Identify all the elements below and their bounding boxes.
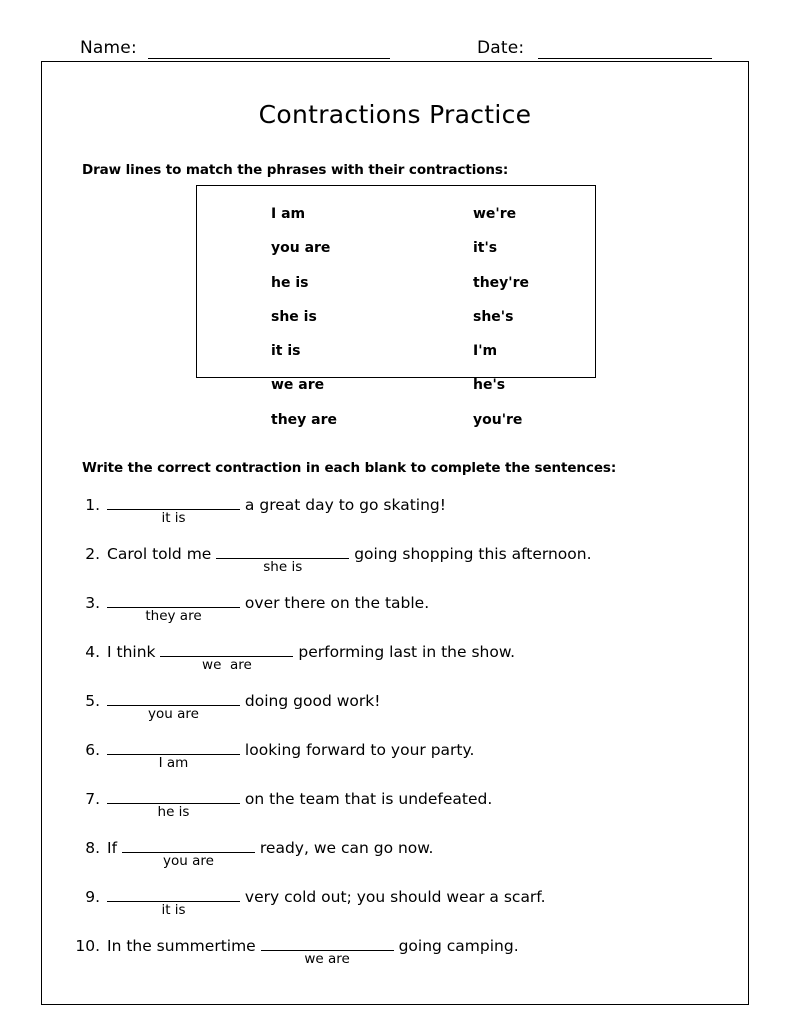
name-blank-line[interactable] bbox=[148, 58, 390, 59]
blank-line bbox=[107, 739, 240, 755]
sentence-item bbox=[72, 690, 722, 739]
answer-blank[interactable] bbox=[107, 788, 240, 820]
blank-line bbox=[107, 690, 240, 706]
list-item[interactable]: I'm bbox=[473, 343, 498, 360]
sentence-number: 4. bbox=[85, 643, 100, 661]
answer-blank[interactable] bbox=[107, 739, 240, 771]
answer-text: you are bbox=[163, 853, 214, 869]
answer-text: we are bbox=[202, 657, 252, 673]
sentence-item bbox=[72, 494, 722, 543]
worksheet-border bbox=[41, 61, 749, 1005]
page-title: Contractions Practice bbox=[258, 100, 532, 129]
answer-text: we are bbox=[304, 951, 350, 967]
answer-text: you are bbox=[148, 706, 199, 722]
list-item[interactable]: you are bbox=[271, 240, 331, 257]
sentence-prefix: In the summertime bbox=[107, 937, 261, 955]
answer-blank[interactable] bbox=[107, 886, 240, 918]
sentence-number: 6. bbox=[85, 741, 100, 759]
sentence-item bbox=[72, 935, 722, 984]
list-item[interactable]: he is bbox=[271, 274, 309, 291]
sentence-list bbox=[72, 494, 722, 984]
sentence-number: 3. bbox=[85, 594, 100, 612]
list-item[interactable]: they are bbox=[271, 411, 338, 428]
sentence-prefix: If bbox=[107, 839, 122, 857]
list-item[interactable]: you're bbox=[473, 411, 523, 428]
sentence-suffix: a great day to go skating! bbox=[240, 496, 446, 514]
sentence-item bbox=[72, 592, 722, 641]
sentence-suffix: on the team that is undefeated. bbox=[240, 790, 493, 808]
sentence-number: 8. bbox=[85, 839, 100, 857]
matching-contractions-column bbox=[473, 204, 529, 444]
instruction-matching: Draw lines to match the phrases with their contractions: bbox=[82, 162, 509, 178]
blank-line bbox=[107, 592, 240, 608]
sentence-item bbox=[72, 788, 722, 837]
answer-blank[interactable] bbox=[122, 837, 255, 869]
sentence-suffix: over there on the table. bbox=[240, 594, 430, 612]
sentence-prefix: Carol told me bbox=[107, 545, 217, 563]
sentence-item bbox=[72, 641, 722, 690]
matching-box bbox=[196, 185, 596, 428]
sentence-suffix: ready, we can go now. bbox=[254, 839, 434, 857]
sentence-suffix: going camping. bbox=[393, 937, 519, 955]
sentence-suffix: going shopping this afternoon. bbox=[349, 545, 592, 563]
sentence-number: 5. bbox=[85, 692, 100, 710]
list-item[interactable]: they're bbox=[473, 274, 529, 291]
sentence-suffix: doing good work! bbox=[240, 692, 381, 710]
sentence-number: 9. bbox=[85, 888, 100, 906]
name-label: Name: bbox=[80, 38, 137, 58]
list-item[interactable]: I am bbox=[271, 206, 306, 222]
blank-line bbox=[122, 837, 255, 853]
sentence-item bbox=[72, 543, 722, 592]
blank-line bbox=[261, 935, 394, 951]
sentence-item bbox=[72, 837, 722, 886]
list-item[interactable]: we are bbox=[271, 377, 325, 394]
blank-line bbox=[216, 543, 349, 559]
answer-text: she is bbox=[263, 559, 303, 575]
matching-phrases-column bbox=[271, 204, 337, 444]
list-item[interactable]: it is bbox=[271, 343, 301, 360]
date-blank-line[interactable] bbox=[538, 58, 712, 59]
answer-blank[interactable] bbox=[216, 543, 349, 575]
list-item[interactable]: she is bbox=[271, 308, 317, 325]
sentence-item bbox=[72, 739, 722, 788]
sentence-number: 1. bbox=[85, 496, 100, 514]
blank-line bbox=[160, 641, 293, 657]
answer-blank[interactable] bbox=[261, 935, 394, 967]
answer-text: I am bbox=[158, 755, 189, 771]
answer-text: it is bbox=[161, 902, 186, 918]
list-item[interactable]: he's bbox=[473, 377, 506, 394]
sentence-number: 2. bbox=[85, 545, 100, 563]
answer-blank[interactable] bbox=[107, 494, 240, 526]
answer-text: he is bbox=[157, 804, 190, 820]
list-item[interactable]: we're bbox=[473, 206, 517, 222]
date-label: Date: bbox=[477, 38, 525, 58]
sentence-number: 7. bbox=[85, 790, 100, 808]
sentence-suffix: very cold out; you should wear a scarf. bbox=[240, 888, 546, 906]
instruction-fill-in-blanks: Write the correct contraction in each blank to complete the sentences: bbox=[82, 460, 617, 476]
sentence-number: 10. bbox=[75, 937, 100, 955]
answer-text: it is bbox=[161, 510, 186, 526]
sentence-suffix: performing last in the show. bbox=[293, 643, 516, 661]
blank-line bbox=[107, 494, 240, 510]
list-item[interactable]: she's bbox=[473, 308, 514, 325]
sentence-suffix: looking forward to your party. bbox=[240, 741, 475, 759]
answer-blank[interactable] bbox=[160, 641, 293, 673]
list-item[interactable]: it's bbox=[473, 240, 498, 257]
blank-line bbox=[107, 886, 240, 902]
answer-text: they are bbox=[145, 608, 202, 624]
answer-blank[interactable] bbox=[107, 690, 240, 722]
answer-blank[interactable] bbox=[107, 592, 240, 624]
sentence-prefix: I think bbox=[107, 643, 161, 661]
sentence-item bbox=[72, 886, 722, 935]
blank-line bbox=[107, 788, 240, 804]
